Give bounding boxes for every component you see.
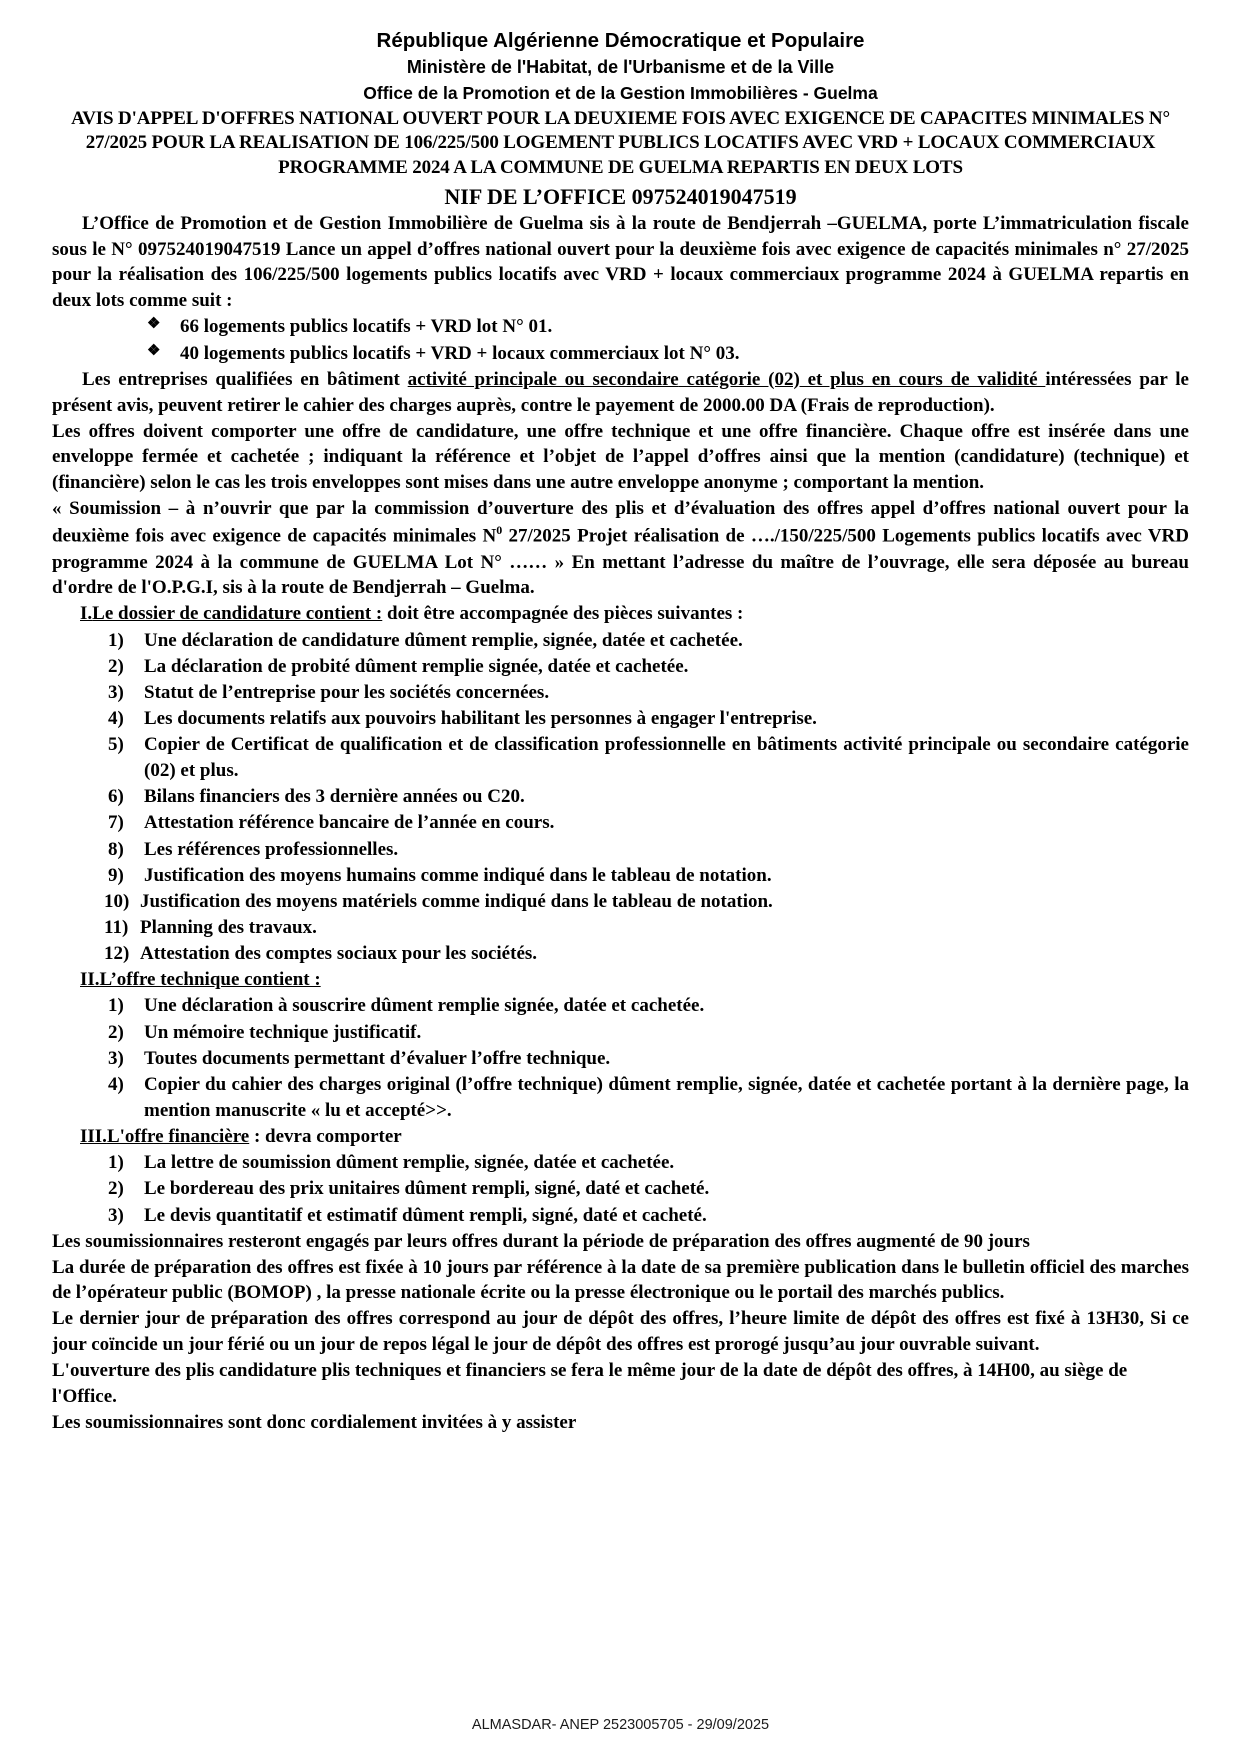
item-text: Bilans financiers des 3 dernière années ou C20. xyxy=(144,786,525,808)
diamond-bullet-icon: ❖ xyxy=(147,316,161,333)
soumission-part2: 27/2025 Projet réalisation de …./150/225/500 Logements publics locatifs avec VRD programme 2024 à la commune de GUELMA Lot N° …… » En mettant l’adresse du maître de l’ouvrage, elle sera déposée au bureau d'ordre de l'O.P.G.I, sis à la route de Bendjerrah – Guelma. xyxy=(52,525,1189,599)
item-number: 7) xyxy=(108,812,124,834)
closing-paragraph-1: Les soumissionnaires resteront engagés par leurs offres durant la période de préparation des offres augmenté de 90 jours xyxy=(52,1230,1030,1252)
item-text: Copier du cahier des charges original (l’offre technique) dûment remplie, signée, datée et cachetée portant à la dernière page, la mention manuscrite « lu et accepté>>. xyxy=(144,1073,1189,1121)
office-nif: NIF DE L’OFFICE 097524019047519 xyxy=(444,183,797,209)
list-item xyxy=(52,654,1189,680)
item-number: 3) xyxy=(108,681,124,703)
technique-items-list xyxy=(52,993,1189,1124)
ministry-heading: Ministère de l'Habitat, de l'Urbanisme et de la Ville xyxy=(406,57,835,78)
item-text: Justification des moyens matériels comme indiqué dans le tableau de notation. xyxy=(140,890,773,912)
diamond-bullet-icon: ❖ xyxy=(147,342,161,359)
section-roman-ii: II. xyxy=(80,969,100,991)
section-technique-heading xyxy=(52,967,1189,993)
financiere-items-list xyxy=(52,1150,1189,1228)
item-number: 1) xyxy=(108,995,124,1017)
section-candidature-subtitle: doit être accompagnée des pièces suivantes : xyxy=(382,603,744,625)
item-number: 4) xyxy=(108,1073,124,1095)
list-item xyxy=(52,1072,1189,1124)
list-item xyxy=(52,706,1189,732)
envelopes-paragraph: Les offres doivent comporter une offre de candidature, une offre technique et une offre financière. Chaque offre est insérée dans une enveloppe fermée et cachetée ; indiquant la référence et l’objet de l’appel d’offres ainsi que la mention (candidature) (technique) et (financière) selon le cas les trois enveloppes sont mises dans une autre enveloppe anonyme ; comportant la mention. xyxy=(52,420,1189,494)
list-item xyxy=(52,863,1189,889)
tender-notice-title: AVIS D'APPEL D'OFFRES NATIONAL OUVERT POUR LA DEUXIEME FOIS AVEC EXIGENCE DE CAPACITES MINIMALES N° 27/2025 POUR LA REALISATION DE 106/225/500 LOGEMENT PUBLICS LOCATIFS AVEC VRD + LOCAUX COMMERCIAUX PROGRAMME 2024 A LA COMMUNE DE GUELMA REPARTIS EN DEUX LOTS xyxy=(71,107,1170,178)
item-number: 5) xyxy=(108,734,124,756)
item-number: 8) xyxy=(108,838,124,860)
item-text: Une déclaration de candidature dûment remplie, signée, datée et cachetée. xyxy=(144,629,743,651)
item-text: Les documents relatifs aux pouvoirs habilitant les personnes à engager l'entreprise. xyxy=(144,707,817,729)
list-item xyxy=(52,1150,1189,1176)
item-text: Justification des moyens humains comme indiqué dans le tableau de notation. xyxy=(144,864,772,886)
soumission-superscript: 0 xyxy=(496,523,503,538)
item-text: Toutes documents permettant d’évaluer l’offre technique. xyxy=(144,1047,611,1069)
list-item xyxy=(52,993,1189,1019)
item-number: 1) xyxy=(108,1152,124,1174)
qualification-underline-2: catégorie (02) et plus en cours de validité xyxy=(678,368,1046,390)
item-number: 10) xyxy=(104,890,130,912)
item-text: Attestation référence bancaire de l’année en cours. xyxy=(144,812,555,834)
list-item xyxy=(52,837,1189,863)
item-text: Le devis quantitatif et estimatif dûment rempli, signé, daté et cacheté. xyxy=(144,1204,707,1226)
section-roman-i: I. xyxy=(80,603,93,625)
list-item xyxy=(52,314,1189,340)
item-text: Les références professionnelles. xyxy=(144,838,399,860)
item-number: 12) xyxy=(104,943,130,965)
qualification-paragraph xyxy=(52,367,1189,419)
lot-label: 40 logements publics locatifs + VRD + locaux commerciaux lot N° 03. xyxy=(180,342,740,364)
intro-paragraph: L’Office de Promotion et de Gestion Immobilière de Guelma sis à la route de Bendjerrah –GUELMA, porte L’immatriculation fiscale sous le N° 097524019047519 Lance un appel d’offres national ouvert pour la deuxième fois avec exigence de capacités minimales n° 27/2025 pour la réalisation des 106/225/500 logements publics locatifs avec VRD + locaux commerciaux programme 2024 à GUELMA repartis en deux lots comme suit : xyxy=(52,212,1189,312)
item-number: 2) xyxy=(108,655,124,677)
item-number: 4) xyxy=(108,707,124,729)
republic-heading: République Algérienne Démocratique et Populaire xyxy=(376,29,865,52)
list-item xyxy=(52,1203,1189,1229)
list-item xyxy=(52,889,1189,915)
closing-paragraph-3: Le dernier jour de préparation des offres correspond au jour de dépôt des offres, l’heure limite de dépôt des offres est fixé à 13H30, Si ce jour coïncide un jour férié ou un jour de repos légal le jour de dépôt des offres est prorogé jusqu’au jour ouvrable suivant. xyxy=(52,1308,1189,1356)
item-text: La lettre de soumission dûment remplie, signée, datée et cachetée. xyxy=(144,1152,675,1174)
list-item xyxy=(52,784,1189,810)
item-text: Un mémoire technique justificatif. xyxy=(144,1021,422,1043)
list-item xyxy=(52,628,1189,654)
item-text: Attestation des comptes sociaux pour les sociétés. xyxy=(140,943,538,965)
list-item xyxy=(52,732,1189,784)
list-item xyxy=(52,941,1189,967)
item-number: 6) xyxy=(108,786,124,808)
anep-footer: ALMASDAR- ANEP 2523005705 - 29/09/2025 xyxy=(471,1717,770,1733)
soumission-paragraph xyxy=(52,496,1189,601)
qualification-underline-1: activité principale ou secondaire xyxy=(407,368,679,390)
item-number: 1) xyxy=(108,629,124,651)
soumission-part1: « Soumission – à n’ouvrir que par la commission d’ouverture des plis et d’évaluation des offres appel d’offres national ouvert pour la deuxième fois avec exigence de capacités minimales N xyxy=(52,498,1189,547)
item-number: 2) xyxy=(108,1021,124,1043)
item-number: 2) xyxy=(108,1178,124,1200)
qualification-prefix: Les entreprises qualifiées en bâtiment xyxy=(82,368,408,390)
section-candidature-title: Le dossier de candidature contient : xyxy=(92,603,383,625)
closing-paragraph-4: L'ouverture des plis candidature plis techniques et financiers se fera le même jour de la date de dépôt des offres, à 14H00, au siège de l'Office. xyxy=(52,1360,1128,1408)
item-text: Le bordereau des prix unitaires dûment rempli, signé, daté et cacheté. xyxy=(144,1178,710,1200)
section-financiere-heading xyxy=(52,1124,1189,1150)
item-text: Copier de Certificat de qualification et de classification professionnelle en bâtiments activité principale ou secondaire catégorie (02) et plus. xyxy=(144,734,1189,782)
list-item xyxy=(52,1020,1189,1046)
office-heading: Office de la Promotion et de la Gestion Immobilières - Guelma xyxy=(363,82,878,103)
qualification-suffix: intéressées par le présent avis, peuvent retirer le cahier des charges auprès, contre le payement de 2000.00 DA (Frais de reproduction). xyxy=(52,368,1189,416)
section-financiere-subtitle: : devra comporter xyxy=(249,1126,402,1148)
item-number: 3) xyxy=(108,1047,124,1069)
list-item xyxy=(52,810,1189,836)
list-item xyxy=(52,341,1189,367)
candidature-items-list xyxy=(52,628,1189,968)
item-text: Une déclaration à souscrire dûment remplie signée, datée et cachetée. xyxy=(144,995,705,1017)
item-number: 11) xyxy=(104,916,129,938)
item-number: 9) xyxy=(108,864,124,886)
item-number: 3) xyxy=(108,1204,124,1226)
list-item xyxy=(52,680,1189,706)
section-financiere-title: L'offre financière xyxy=(106,1126,250,1148)
list-item xyxy=(52,1046,1189,1072)
item-text: Planning des travaux. xyxy=(140,916,317,938)
item-text: Statut de l’entreprise pour les sociétés concernées. xyxy=(144,681,550,703)
item-text: La déclaration de probité dûment remplie signée, datée et cachetée. xyxy=(144,655,689,677)
list-item xyxy=(52,1176,1189,1202)
closing-paragraph-5: Les soumissionnaires sont donc cordialement invitées à y assister xyxy=(52,1412,577,1434)
section-candidature-heading xyxy=(52,601,1189,627)
lot-label: 66 logements publics locatifs + VRD lot N° 01. xyxy=(180,316,553,338)
section-roman-iii: III. xyxy=(80,1126,107,1148)
closing-paragraph-2: La durée de préparation des offres est fixée à 10 jours par référence à la date de sa première publication dans le bulletin officiel des marches de l’opérateur public (BOMOP) , la presse nationale écrite ou la presse électronique ou le portail des marchés publics. xyxy=(52,1256,1189,1304)
section-technique-title: L’offre technique contient : xyxy=(99,969,321,991)
list-item xyxy=(52,915,1189,941)
lots-list xyxy=(52,314,1189,366)
